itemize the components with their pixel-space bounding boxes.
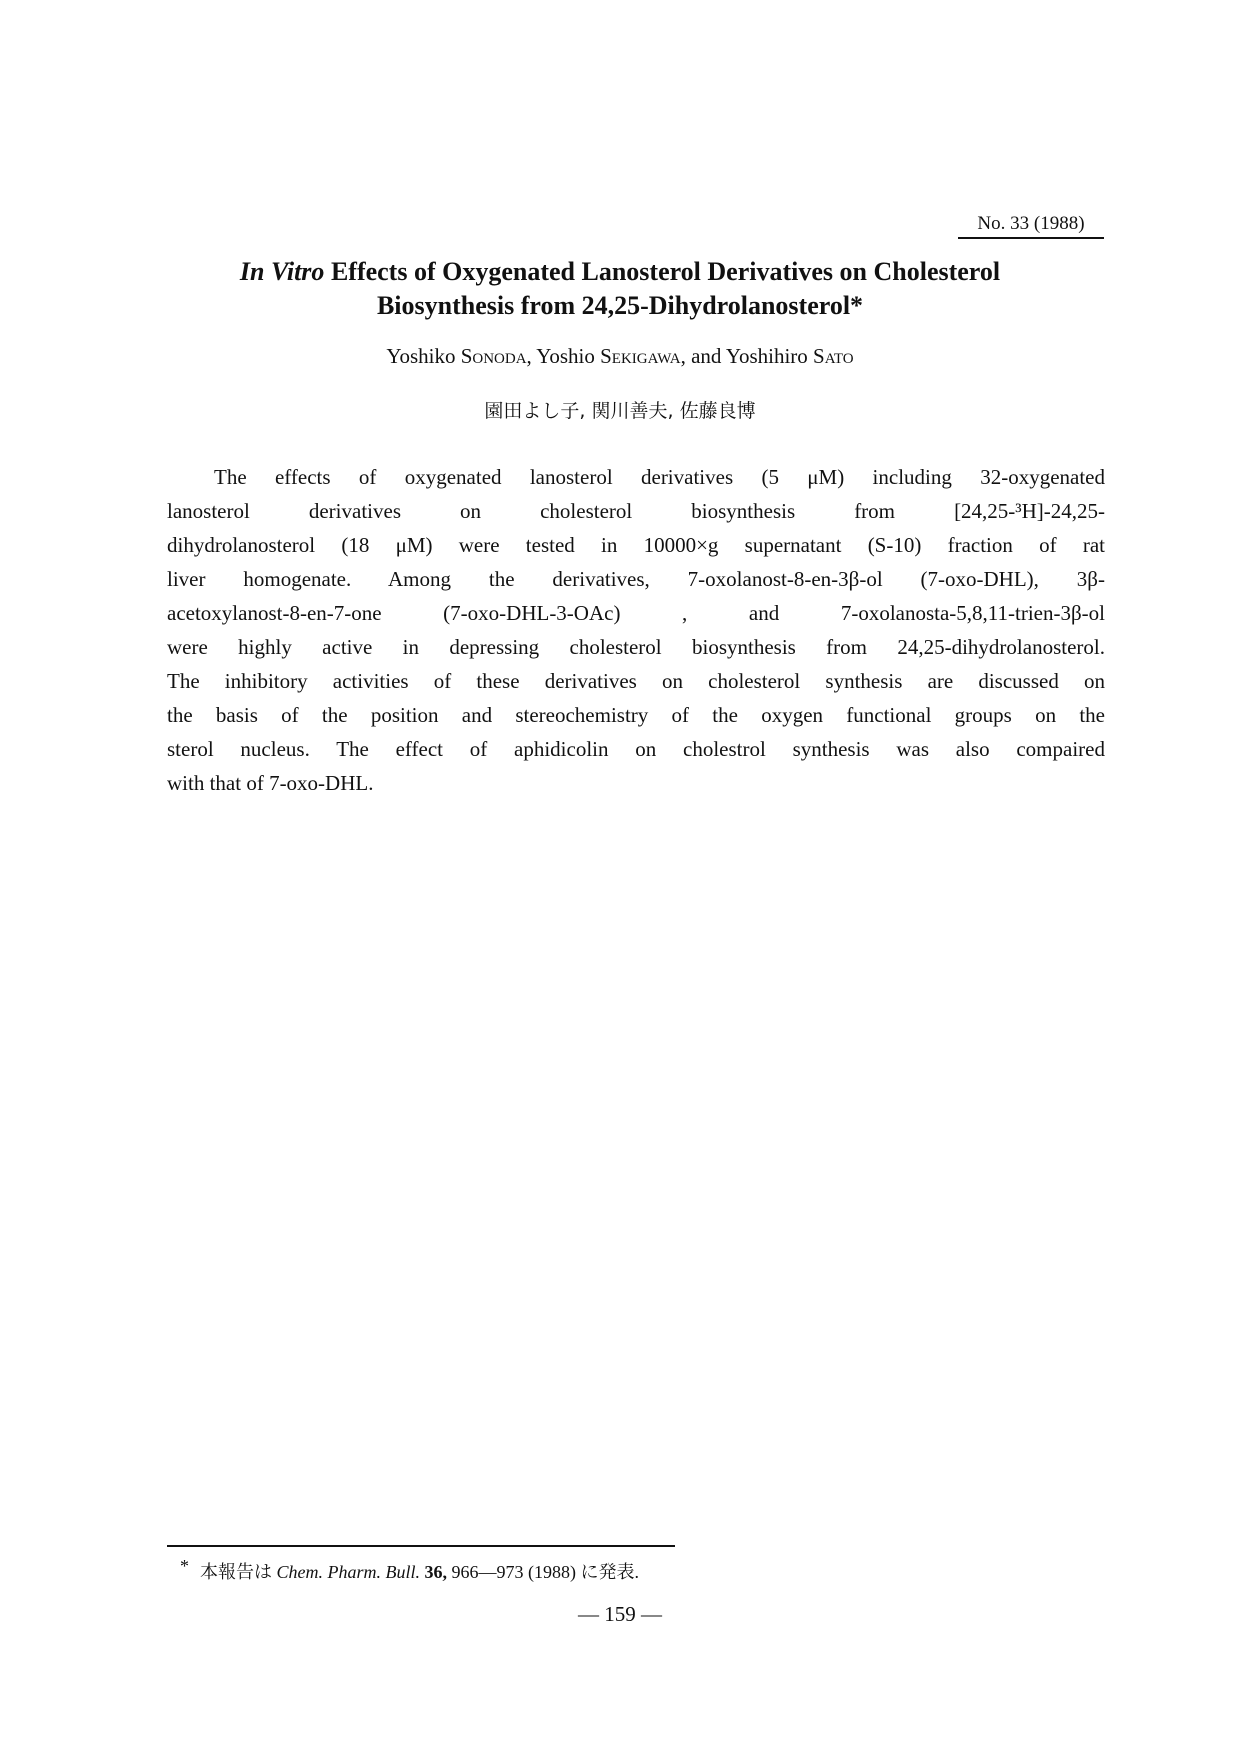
footnote-marker: * [180,1556,189,1576]
abstract-line: were highly active in depressing cholesterol biosynthesis from 24,25-dihydrolanosterol. [167,635,1105,659]
author-2-last: Sekigawa [600,344,681,368]
footnote-rest: 966—973 (1988) に発表. [447,1562,639,1582]
title-italic: In Vitro [239,257,325,286]
abstract-line: lanosterol derivatives on cholesterol biosynthesis from [24,25-³H]-24,25- [167,499,1105,523]
abstract [167,460,1105,800]
footnote-journal: Chem. Pharm. Bull. [276,1562,420,1582]
abstract-line: with that of 7-oxo-DHL. [167,771,374,795]
author-1-first: Yoshiko [386,344,461,368]
abstract-line: liver homogenate. Among the derivatives, 7-oxolanost-8-en-3β-ol (7-oxo-DHL), 3β- [167,567,1105,591]
footnote-prefix: 本報告は [200,1562,277,1582]
page-number: — 159 — [578,1602,662,1626]
author-2-first: Yoshio [536,344,601,368]
footnote-divider [167,1545,675,1547]
abstract-line: The inhibitory activities of these derivatives on cholesterol synthesis are discussed on [167,669,1105,693]
author-1-last: Sonoda [460,344,527,368]
abstract-line: sterol nucleus. The effect of aphidicolin on cholestrol synthesis was also compaired [167,737,1105,761]
paper-title [120,255,1120,323]
title-line-1 [120,255,1120,289]
abstract-line: The effects of oxygenated lanosterol derivatives (5 μM) including 32-oxygenated [214,465,1105,489]
title-line-1-rest: Effects of Oxygenated Lanosterol Derivatives on Cholesterol [324,257,1001,286]
abstract-line: acetoxylanost-8-en-7-one (7-oxo-DHL-3-OAc) , and 7-oxolanosta-5,8,11-trien-3β-ol [167,601,1105,625]
abstract-line: the basis of the position and stereochemistry of the oxygen functional groups on the [167,703,1105,727]
author-sep: , and [680,344,726,368]
abstract-line: dihydrolanosterol (18 μM) were tested in 10000×g supernatant (S-10) fraction of rat [167,533,1105,557]
author-sep: , [526,344,537,368]
title-line-2: Biosynthesis from 24,25-Dihydrolanosterol* [376,291,864,320]
authors-japanese: 園田よし子, 関川善夫, 佐藤良博 [484,400,756,422]
author-3-last: Sato [813,344,854,368]
issue-number: No. 33 (1988) [958,213,1104,239]
authors [120,344,1120,369]
footnote [180,1556,639,1584]
author-3-first: Yoshihiro [725,344,814,368]
footnote-volume: 36, [420,1562,447,1582]
